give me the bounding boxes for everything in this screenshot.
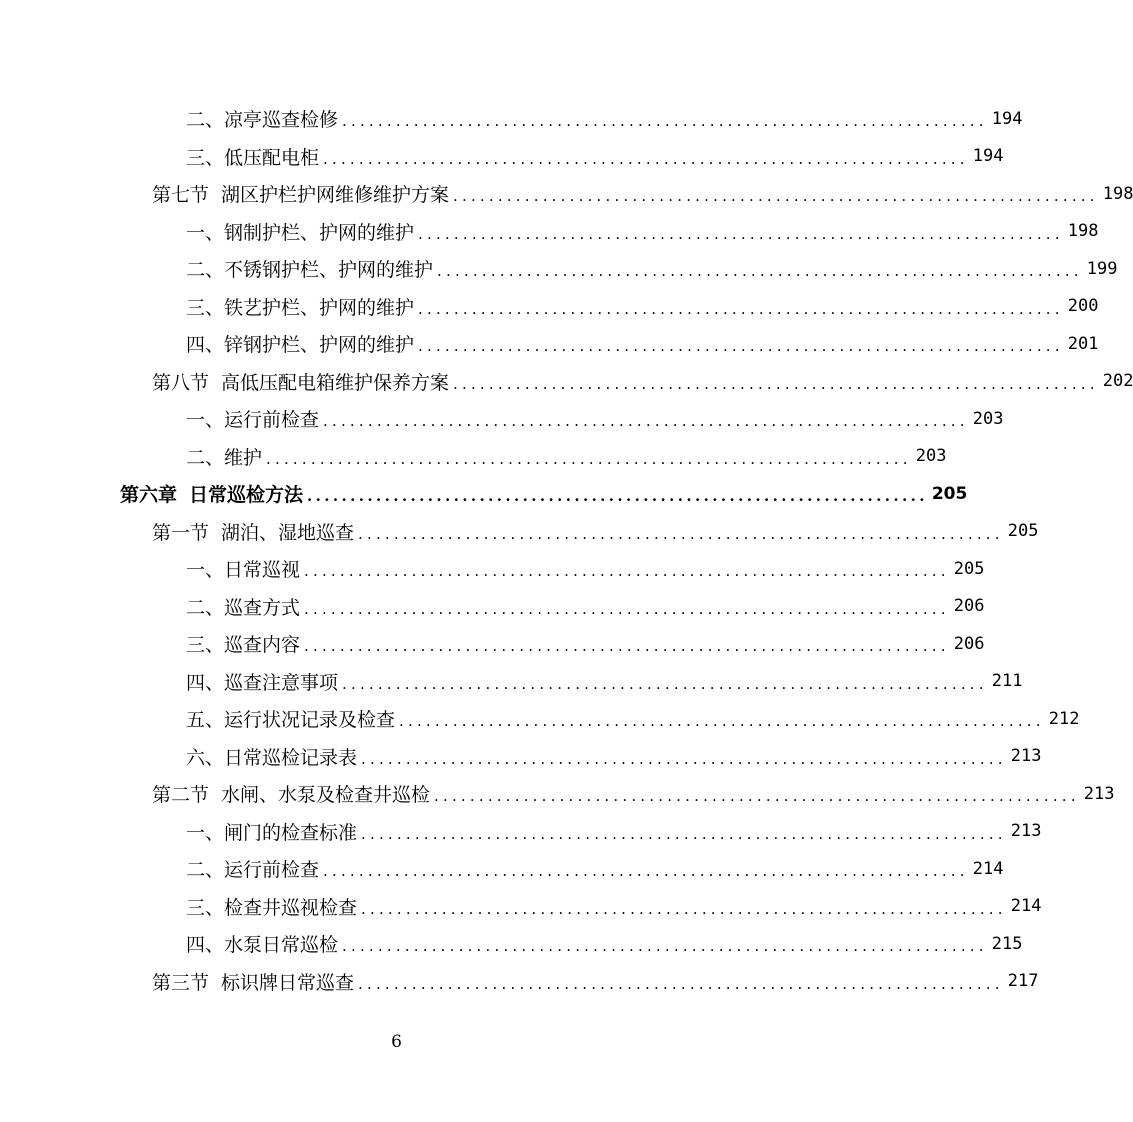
toc-entry-title: 运行前检查 <box>224 409 320 432</box>
toc-entry-label <box>186 443 266 470</box>
toc-entry[interactable] <box>0 700 1080 738</box>
toc-entry-label <box>152 968 358 995</box>
toc-entry-prefix: 第六章 <box>120 484 178 507</box>
toc-entry-prefix: 一、 <box>186 559 225 582</box>
toc-entry-label <box>186 705 399 732</box>
toc-entry-title: 巡查内容 <box>224 634 301 657</box>
toc-entry-label <box>152 368 453 395</box>
toc-entry[interactable] <box>0 813 1042 851</box>
toc-chapter-entry[interactable] <box>0 475 968 513</box>
toc-entry-page: 198 <box>1067 221 1099 242</box>
dot-leader: ........................................................................ <box>358 974 1004 993</box>
toc-entry-prefix: 三、 <box>186 296 225 319</box>
toc-entry-prefix: 四、 <box>186 671 225 694</box>
dot-leader: ........................................................................ <box>361 824 1007 843</box>
table-of-contents <box>0 100 1133 1000</box>
toc-entry-label <box>152 180 453 207</box>
toc-entry[interactable] <box>0 625 985 663</box>
dot-leader: ........................................................................ <box>399 712 1045 731</box>
toc-entry-title: 闸门的检查标准 <box>224 821 358 844</box>
dot-leader: ........................................................................ <box>437 262 1083 281</box>
toc-entry[interactable] <box>0 250 1118 288</box>
toc-entry-label <box>186 743 361 770</box>
toc-entry-title: 标识牌日常巡查 <box>221 971 355 994</box>
toc-entry-page: 194 <box>991 108 1023 129</box>
toc-entry[interactable] <box>0 325 1099 363</box>
toc-entry-prefix: 二、 <box>186 596 225 619</box>
toc-entry[interactable] <box>0 550 985 588</box>
dot-leader: ........................................................................ <box>304 599 950 618</box>
toc-entry-label <box>152 780 434 807</box>
dot-leader: ........................................................................ <box>434 787 1080 806</box>
toc-entry-prefix: 二、 <box>186 259 225 282</box>
dot-leader: ........................................................................ <box>304 637 950 656</box>
toc-entry-page: 194 <box>972 146 1004 167</box>
toc-entry-label <box>186 930 342 957</box>
toc-entry-title: 水泵日常巡检 <box>224 934 339 957</box>
dot-leader: ........................................................................ <box>323 862 969 881</box>
toc-entry-prefix: 一、 <box>186 221 225 244</box>
toc-entry[interactable] <box>0 213 1099 251</box>
dot-leader: ........................................................................ <box>418 224 1064 243</box>
toc-entry-title: 巡查注意事项 <box>224 671 339 694</box>
toc-entry[interactable] <box>0 588 985 626</box>
toc-entry-prefix: 三、 <box>186 146 225 169</box>
toc-entry-prefix: 第八节 <box>152 371 210 394</box>
toc-entry-label <box>186 555 304 582</box>
dot-leader: ........................................................................ <box>361 749 1007 768</box>
toc-entry-title: 湖区护栏护网维修维护方案 <box>221 184 450 207</box>
toc-entry[interactable] <box>0 138 1004 176</box>
dot-leader: ........................................................................ <box>418 337 1064 356</box>
toc-entry-label <box>186 593 304 620</box>
toc-entry-title: 日常巡检方法 <box>189 484 304 507</box>
toc-entry-prefix: 第三节 <box>152 971 210 994</box>
page-number: 6 <box>391 1032 402 1052</box>
dot-leader: ........................................................................ <box>307 487 928 506</box>
toc-entry-page: 200 <box>1067 296 1099 317</box>
toc-entry-label <box>186 293 418 320</box>
toc-entry-prefix: 六、 <box>186 746 225 769</box>
dot-leader: ........................................................................ <box>342 112 988 131</box>
toc-entry-title: 日常巡检记录表 <box>224 746 358 769</box>
toc-entry-label <box>186 255 437 282</box>
toc-entry-prefix: 三、 <box>186 896 225 919</box>
dot-leader: ........................................................................ <box>323 149 969 168</box>
toc-entry[interactable] <box>0 850 1004 888</box>
toc-entry-prefix: 二、 <box>186 109 225 132</box>
toc-entry[interactable] <box>0 963 1039 1001</box>
toc-entry-page: 211 <box>991 671 1023 692</box>
toc-entry-prefix: 四、 <box>186 934 225 957</box>
dot-leader: ........................................................................ <box>304 562 950 581</box>
toc-entry-page: 212 <box>1048 708 1080 729</box>
toc-entry-title: 钢制护栏、护网的维护 <box>224 221 415 244</box>
toc-entry-prefix: 二、 <box>186 446 225 469</box>
toc-entry-prefix: 一、 <box>186 821 225 844</box>
toc-entry-title: 凉亭巡查检修 <box>224 109 339 132</box>
toc-entry-page: 213 <box>1083 783 1115 804</box>
toc-entry-prefix: 二、 <box>186 859 225 882</box>
toc-entry-prefix: 四、 <box>186 334 225 357</box>
toc-entry-label <box>186 818 361 845</box>
toc-entry[interactable] <box>0 100 1023 138</box>
toc-entry-label <box>186 143 323 170</box>
toc-entry[interactable] <box>0 775 1115 813</box>
toc-entry[interactable] <box>0 438 947 476</box>
toc-entry-title: 高低压配电箱维护保养方案 <box>221 371 450 394</box>
toc-entry-label <box>152 518 358 545</box>
toc-entry-page: 214 <box>972 858 1004 879</box>
toc-entry-prefix: 五、 <box>186 709 225 732</box>
toc-entry-page: 201 <box>1067 333 1099 354</box>
toc-entry-page: 205 <box>953 558 985 579</box>
toc-entry-prefix: 第一节 <box>152 521 210 544</box>
toc-entry[interactable] <box>0 175 1133 213</box>
toc-entry-page: 205 <box>931 483 968 504</box>
toc-entry[interactable] <box>0 738 1042 776</box>
dot-leader: ........................................................................ <box>453 374 1099 393</box>
toc-entry[interactable] <box>0 288 1099 326</box>
toc-entry-label <box>186 218 418 245</box>
toc-entry-label <box>120 480 307 507</box>
toc-entry-page: 214 <box>1010 896 1042 917</box>
toc-entry-prefix: 第二节 <box>152 784 210 807</box>
toc-entry-label <box>186 893 361 920</box>
toc-entry-page: 205 <box>1007 521 1039 542</box>
toc-entry-label <box>186 405 323 432</box>
toc-entry-page: 203 <box>915 446 947 467</box>
toc-entry-title: 日常巡视 <box>224 559 301 582</box>
toc-entry[interactable] <box>0 400 1004 438</box>
toc-entry-page: 215 <box>991 933 1023 954</box>
toc-entry[interactable] <box>0 663 1023 701</box>
toc-entry-prefix: 一、 <box>186 409 225 432</box>
toc-entry[interactable] <box>0 925 1023 963</box>
toc-entry-title: 检查井巡视检查 <box>224 896 358 919</box>
dot-leader: ........................................................................ <box>453 187 1099 206</box>
toc-entry-page: 198 <box>1102 183 1133 204</box>
toc-entry-label <box>186 855 323 882</box>
toc-entry-page: 206 <box>953 596 985 617</box>
toc-entry-title: 巡查方式 <box>224 596 301 619</box>
toc-entry-prefix: 第七节 <box>152 184 210 207</box>
toc-entry-title: 湖泊、湿地巡查 <box>221 521 355 544</box>
toc-entry-label <box>186 330 418 357</box>
dot-leader: ........................................................................ <box>342 674 988 693</box>
dot-leader: ........................................................................ <box>342 937 988 956</box>
toc-entry-title: 低压配电柜 <box>224 146 320 169</box>
toc-entry-title: 锌钢护栏、护网的维护 <box>224 334 415 357</box>
toc-entry[interactable] <box>0 363 1133 401</box>
toc-entry-title: 水闸、水泵及检查井巡检 <box>221 784 431 807</box>
toc-entry-title: 铁艺护栏、护网的维护 <box>224 296 415 319</box>
dot-leader: ........................................................................ <box>358 524 1004 543</box>
toc-entry-label <box>186 105 342 132</box>
toc-entry-page: 213 <box>1010 821 1042 842</box>
toc-entry-title: 维护 <box>224 446 263 469</box>
toc-entry-page: 203 <box>972 408 1004 429</box>
dot-leader: ........................................................................ <box>418 299 1064 318</box>
dot-leader: ........................................................................ <box>323 412 969 431</box>
toc-entry[interactable] <box>0 513 1039 551</box>
toc-entry-prefix: 三、 <box>186 634 225 657</box>
dot-leader: ........................................................................ <box>266 449 912 468</box>
toc-entry-title: 运行状况记录及检查 <box>224 709 396 732</box>
toc-entry-page: 202 <box>1102 371 1133 392</box>
toc-entry[interactable] <box>0 888 1042 926</box>
toc-entry-label <box>186 630 304 657</box>
dot-leader: ........................................................................ <box>361 899 1007 918</box>
toc-entry-title: 不锈钢护栏、护网的维护 <box>224 259 434 282</box>
toc-entry-title: 运行前检查 <box>224 859 320 882</box>
toc-entry-page: 213 <box>1010 746 1042 767</box>
toc-entry-label <box>186 668 342 695</box>
toc-entry-page: 217 <box>1007 971 1039 992</box>
toc-entry-page: 199 <box>1086 258 1118 279</box>
toc-entry-page: 206 <box>953 633 985 654</box>
